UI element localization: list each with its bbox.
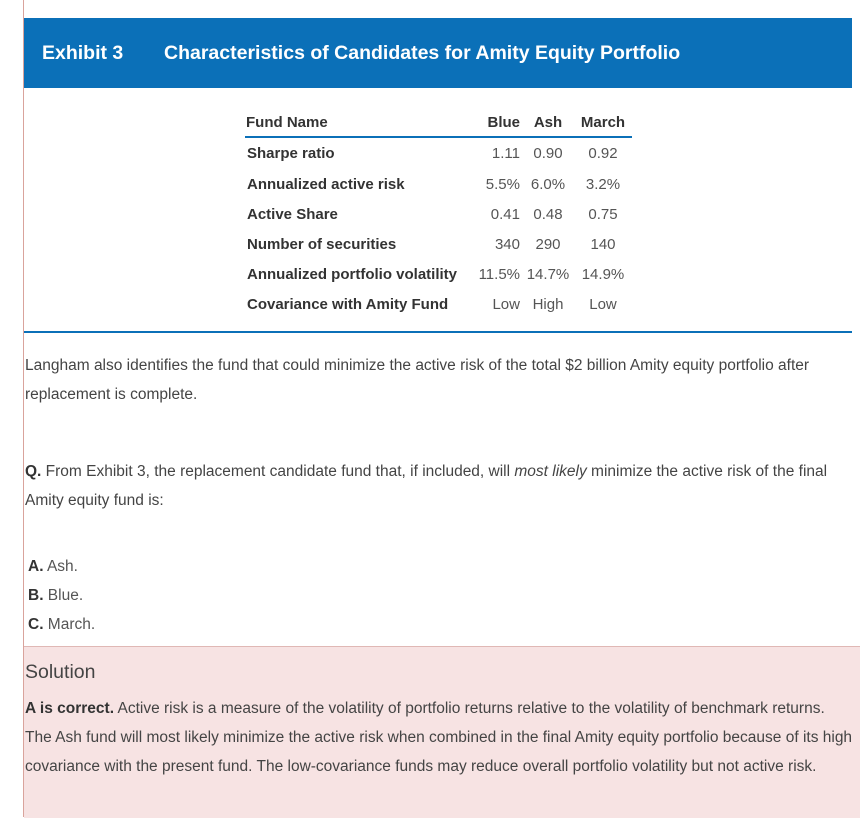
option-b[interactable] bbox=[28, 581, 95, 610]
row-label: Sharpe ratio bbox=[247, 145, 335, 162]
cell-blue: Low bbox=[492, 295, 520, 313]
cell-march: 0.92 bbox=[588, 145, 618, 162]
solution-text bbox=[25, 694, 855, 781]
option-a[interactable] bbox=[28, 552, 95, 581]
cell-march: 140 bbox=[590, 235, 616, 253]
option-letter: A. bbox=[28, 558, 44, 575]
cell-march: 0.75 bbox=[588, 205, 618, 223]
cell-ash: 0.90 bbox=[533, 145, 563, 162]
cell-ash: High bbox=[532, 295, 564, 313]
cell-blue: 340 bbox=[494, 235, 520, 253]
question-emphasis: most likely bbox=[514, 463, 587, 480]
header-blue: Blue bbox=[466, 108, 522, 137]
option-text: Ash. bbox=[43, 558, 78, 575]
table-row bbox=[245, 259, 632, 289]
context-paragraph: Langham also identifies the fund that could minimize the active risk of the total $2 billion Amity equity portfolio after replacement is complete. bbox=[25, 357, 810, 403]
answer-options bbox=[28, 552, 95, 639]
option-letter: B. bbox=[28, 587, 44, 604]
row-label: Active Share bbox=[247, 205, 338, 223]
header-fund-name: Fund Name bbox=[245, 108, 466, 137]
cell-blue: 0.41 bbox=[490, 205, 520, 223]
header-march: March bbox=[574, 108, 632, 137]
solution-title: Solution bbox=[25, 661, 96, 683]
question-prefix: Q. bbox=[25, 463, 42, 480]
table-row bbox=[245, 137, 632, 169]
exhibit-title: Characteristics of Candidates for Amity Equity Portfolio bbox=[164, 41, 681, 64]
row-label: Covariance with Amity Fund bbox=[247, 295, 449, 313]
cell-ash: 0.48 bbox=[533, 205, 563, 223]
cell-march: 3.2% bbox=[585, 175, 621, 193]
solution-verdict: A is correct. bbox=[25, 700, 115, 717]
header-ash: Ash bbox=[522, 108, 574, 137]
cell-blue: 5.5% bbox=[485, 175, 520, 193]
cell-blue: 1.11 bbox=[491, 145, 520, 162]
cell-march: 14.9% bbox=[581, 265, 625, 283]
question-content bbox=[23, 0, 860, 817]
table-row bbox=[245, 169, 632, 199]
option-c[interactable] bbox=[28, 610, 95, 639]
question-paragraph bbox=[25, 457, 845, 515]
row-label: Number of securities bbox=[247, 235, 397, 253]
table-header-row bbox=[245, 108, 632, 137]
row-label: Annualized portfolio volatility bbox=[247, 265, 457, 283]
solution-panel bbox=[24, 646, 860, 818]
table-row bbox=[245, 289, 632, 319]
question-text-before: From Exhibit 3, the replacement candidate fund that, if included, will bbox=[41, 463, 515, 480]
table-row bbox=[245, 199, 632, 229]
cell-blue: 11.5% bbox=[478, 265, 520, 283]
question-text-after: minimize the active risk of the final Amity equity fund is: bbox=[25, 463, 828, 509]
solution-explanation: Active risk is a measure of the volatility of portfolio returns relative to the volatility of benchmark returns. The Ash fund will most likely minimize the active risk when combined in the final Amity equity portfolio because of its high covariance with the present fund. The low-covariance funds may reduce overall portfolio volatility but not active risk. bbox=[25, 700, 853, 775]
cell-ash: 290 bbox=[535, 235, 561, 253]
row-label: Annualized active risk bbox=[247, 175, 405, 193]
cell-march: Low bbox=[589, 295, 617, 313]
option-letter: C. bbox=[28, 616, 44, 633]
exhibit-header bbox=[24, 18, 852, 88]
section-divider bbox=[24, 331, 852, 333]
option-text: March. bbox=[43, 616, 96, 633]
table-row bbox=[245, 229, 632, 259]
fund-characteristics-table bbox=[245, 108, 632, 319]
exhibit-label: Exhibit 3 bbox=[42, 41, 124, 64]
option-text: Blue. bbox=[43, 587, 84, 604]
cell-ash: 6.0% bbox=[530, 175, 566, 193]
cell-ash: 14.7% bbox=[526, 265, 570, 283]
